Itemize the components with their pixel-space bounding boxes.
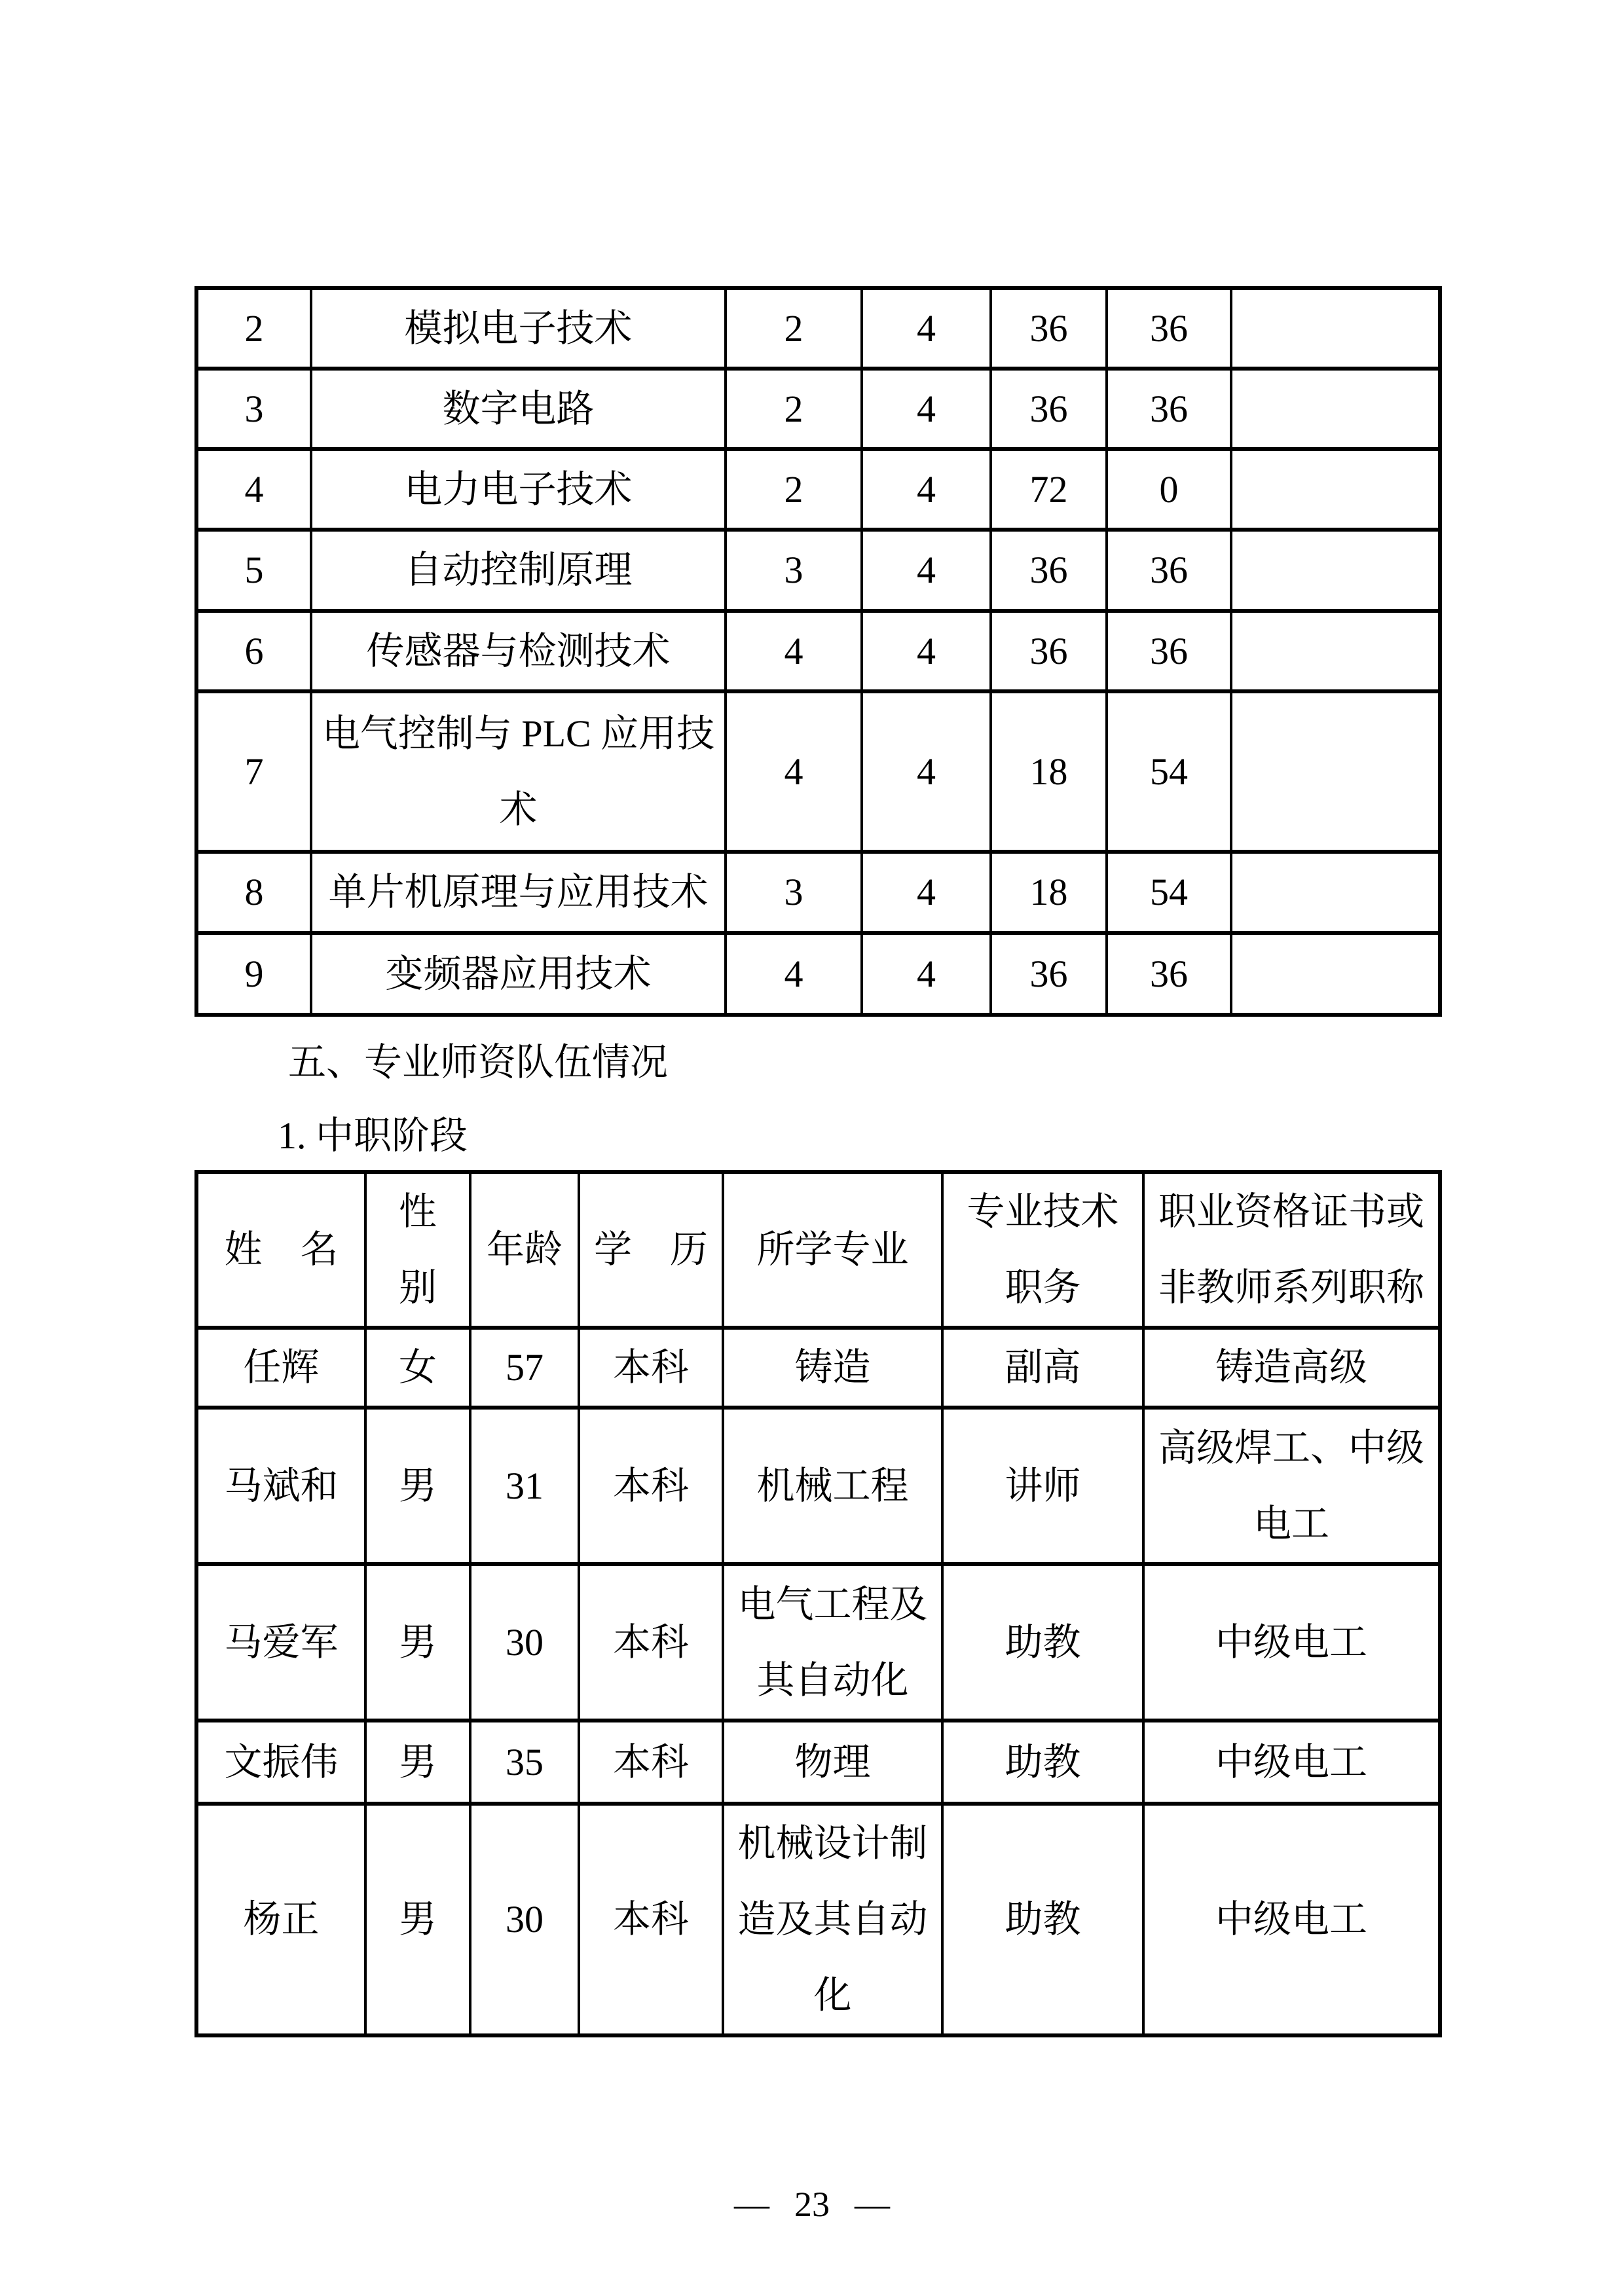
course-name-cell: 数字电路 <box>311 369 726 449</box>
course-name-cell: 单片机原理与应用技术 <box>311 852 726 933</box>
table-row <box>196 852 1440 933</box>
table-cell: 2 <box>726 288 862 369</box>
table-cell: 3 <box>726 852 862 933</box>
age-cell: 57 <box>470 1328 579 1408</box>
table-row <box>196 1721 1440 1804</box>
course-hours-table <box>194 286 1442 1017</box>
degree-cell: 本科 <box>579 1408 723 1564</box>
table-cell: 4 <box>862 288 991 369</box>
table-cell: 18 <box>991 852 1107 933</box>
table-cell: 4 <box>862 611 991 691</box>
column-header-certificate: 职业资格证书或非教师系列职称 <box>1143 1172 1440 1328</box>
empty-cell <box>1231 530 1440 611</box>
table-cell: 4 <box>862 369 991 449</box>
gender-cell: 男 <box>365 1564 470 1721</box>
table-cell: 36 <box>991 933 1107 1015</box>
table-row <box>196 1804 1440 2035</box>
certificate-cell: 中级电工 <box>1143 1564 1440 1721</box>
page-number-value: 23 <box>794 2185 830 2224</box>
course-name-cell: 电气控制与 PLC 应用技术 <box>311 691 726 852</box>
column-header-age: 年龄 <box>470 1172 579 1328</box>
empty-cell <box>1231 852 1440 933</box>
table-row <box>196 288 1440 369</box>
table-row <box>196 1408 1440 1564</box>
title-cell: 助教 <box>942 1721 1143 1804</box>
table-row <box>196 449 1440 530</box>
row-number-cell: 3 <box>196 369 311 449</box>
row-number-cell: 2 <box>196 288 311 369</box>
empty-cell <box>1231 369 1440 449</box>
table-row <box>196 933 1440 1015</box>
course-name-cell: 自动控制原理 <box>311 530 726 611</box>
table-row <box>196 691 1440 852</box>
degree-cell: 本科 <box>579 1721 723 1804</box>
major-cell: 机械设计制造及其自动化 <box>723 1804 942 2035</box>
gender-cell: 男 <box>365 1804 470 2035</box>
name-cell: 任辉 <box>196 1328 365 1408</box>
row-number-cell: 5 <box>196 530 311 611</box>
name-cell: 文振伟 <box>196 1721 365 1804</box>
major-cell: 电气工程及其自动化 <box>723 1564 942 1721</box>
age-cell: 31 <box>470 1408 579 1564</box>
empty-cell <box>1231 691 1440 852</box>
table-cell: 4 <box>726 933 862 1015</box>
table-cell: 36 <box>1107 369 1231 449</box>
table-cell: 4 <box>862 449 991 530</box>
table-cell: 36 <box>991 611 1107 691</box>
title-cell: 讲师 <box>942 1408 1143 1564</box>
table-cell: 54 <box>1107 691 1231 852</box>
course-name-cell: 变频器应用技术 <box>311 933 726 1015</box>
empty-cell <box>1231 933 1440 1015</box>
degree-cell: 本科 <box>579 1804 723 2035</box>
table-cell: 36 <box>991 530 1107 611</box>
table-cell: 36 <box>1107 933 1231 1015</box>
table-cell: 2 <box>726 449 862 530</box>
row-number-cell: 9 <box>196 933 311 1015</box>
certificate-cell: 中级电工 <box>1143 1721 1440 1804</box>
teacher-roster-table <box>194 1170 1442 2037</box>
name-cell: 杨正 <box>196 1804 365 2035</box>
name-cell: 马爱军 <box>196 1564 365 1721</box>
table-cell: 36 <box>1107 530 1231 611</box>
table-cell: 36 <box>1107 288 1231 369</box>
table-cell: 54 <box>1107 852 1231 933</box>
table-cell: 36 <box>991 288 1107 369</box>
table-cell: 36 <box>1107 611 1231 691</box>
table-cell: 18 <box>991 691 1107 852</box>
table-cell: 2 <box>726 369 862 449</box>
age-cell: 30 <box>470 1564 579 1721</box>
table-cell: 72 <box>991 449 1107 530</box>
table-cell: 4 <box>862 933 991 1015</box>
table-header-row <box>196 1172 1440 1328</box>
table-cell: 4 <box>726 611 862 691</box>
column-header-degree: 学 历 <box>579 1172 723 1328</box>
title-cell: 助教 <box>942 1804 1143 2035</box>
column-header-major: 所学专业 <box>723 1172 942 1328</box>
gender-cell: 男 <box>365 1721 470 1804</box>
row-number-cell: 8 <box>196 852 311 933</box>
age-cell: 35 <box>470 1721 579 1804</box>
page-number <box>0 2184 1624 2225</box>
gender-cell: 男 <box>365 1408 470 1564</box>
name-cell: 马斌和 <box>196 1408 365 1564</box>
table-row <box>196 1564 1440 1721</box>
table-cell: 4 <box>862 530 991 611</box>
course-name-cell: 传感器与检测技术 <box>311 611 726 691</box>
course-name-cell: 电力电子技术 <box>311 449 726 530</box>
table-cell: 4 <box>726 691 862 852</box>
row-number-cell: 6 <box>196 611 311 691</box>
page-number-left-dash: — <box>734 2185 769 2224</box>
gender-cell: 女 <box>365 1328 470 1408</box>
certificate-cell: 高级焊工、中级电工 <box>1143 1408 1440 1564</box>
page-number-right-dash: — <box>855 2185 890 2224</box>
empty-cell <box>1231 288 1440 369</box>
column-header-gender: 性别 <box>365 1172 470 1328</box>
age-cell: 30 <box>470 1804 579 2035</box>
degree-cell: 本科 <box>579 1328 723 1408</box>
table-row <box>196 611 1440 691</box>
row-number-cell: 7 <box>196 691 311 852</box>
title-cell: 副高 <box>942 1328 1143 1408</box>
column-header-title: 专业技术职务 <box>942 1172 1143 1328</box>
column-header-name: 姓 名 <box>196 1172 365 1328</box>
table-cell: 4 <box>862 691 991 852</box>
section-heading: 五、专业师资队伍情况 <box>288 1041 669 1084</box>
table-row <box>196 530 1440 611</box>
major-cell: 机械工程 <box>723 1408 942 1564</box>
degree-cell: 本科 <box>579 1564 723 1721</box>
table-row <box>196 1328 1440 1408</box>
table-cell: 3 <box>726 530 862 611</box>
empty-cell <box>1231 449 1440 530</box>
course-name-cell: 模拟电子技术 <box>311 288 726 369</box>
table-cell: 36 <box>991 369 1107 449</box>
certificate-cell: 中级电工 <box>1143 1804 1440 2035</box>
table-row <box>196 369 1440 449</box>
empty-cell <box>1231 611 1440 691</box>
major-cell: 铸造 <box>723 1328 942 1408</box>
table-cell: 4 <box>862 852 991 933</box>
title-cell: 助教 <box>942 1564 1143 1721</box>
section-subheading: 1. 中职阶段 <box>278 1114 468 1157</box>
row-number-cell: 4 <box>196 449 311 530</box>
certificate-cell: 铸造高级 <box>1143 1328 1440 1408</box>
major-cell: 物理 <box>723 1721 942 1804</box>
table-cell: 0 <box>1107 449 1231 530</box>
